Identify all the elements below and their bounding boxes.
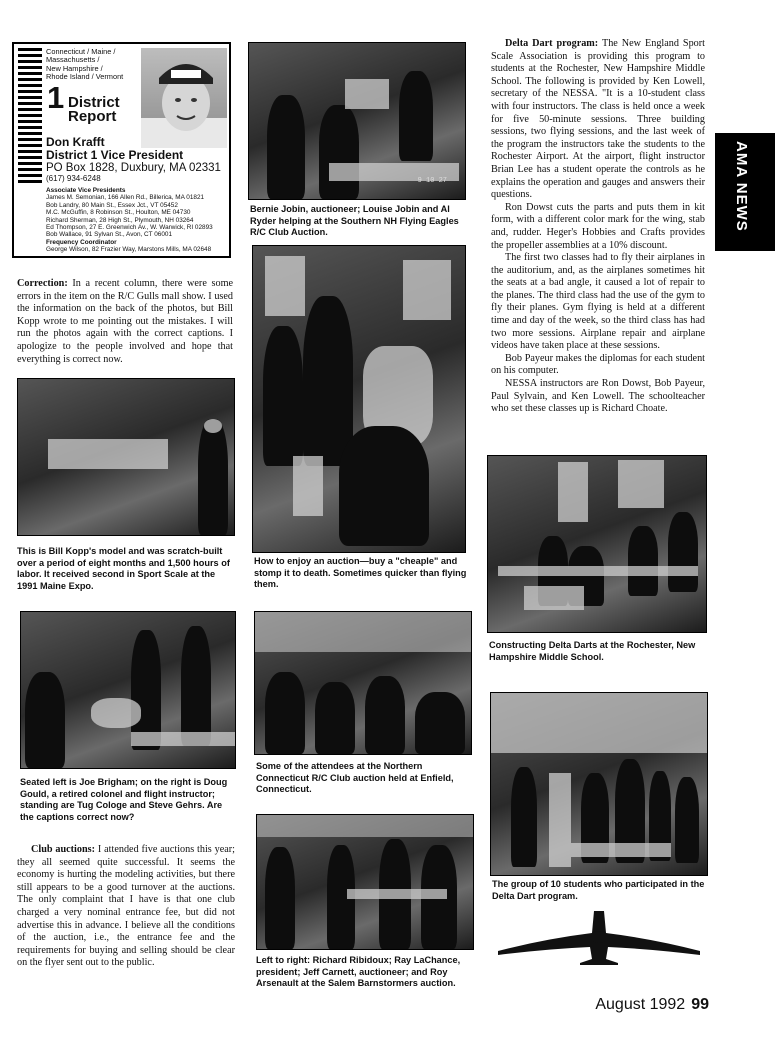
barcode-stripes [18, 48, 42, 184]
photo-jobin-auction [248, 42, 466, 200]
vice-president-portrait [141, 48, 227, 148]
photo-date-stamp: 9 10 27 [417, 177, 447, 185]
caption-jobin: Bernie Jobin, auctioneer; Louise Jobin and Al Ryder helping at the Southern NH Flying Eagles R/C Club Auction. [250, 204, 459, 237]
associate-vps-list: Associate Vice Presidents James M. Semonian, 166 Allen Rd., Billerica, MA 01821 Bob Landry, 80 Main St., Essex Jct., VT 05452 M.C. McGuffin, 8 Robinson St., Houlton, ME 04730 Richard Sherman, 28 High St., Plymouth, NH 03264 Ed Thompson, 27 E. Greenwich Av., W. Warwick, RI 02893 Bob Wallace, 91 Sylvan St., Avon, CT 06001 Frequency Coordinator George Wilson, 82 Frazier Way, Marstons Mills, MA 02648 [46, 187, 213, 254]
caption-enfield: Some of the attendees at the Northern Connecticut R/C Club auction held at Enfield, Connecticut. [256, 761, 454, 794]
photo-kopp-model [17, 378, 235, 536]
photo-enfield-attendees [254, 611, 472, 755]
vp-address: PO Box 1828, Duxbury, MA 02331 [46, 162, 221, 174]
caption-brigham: Seated left is Joe Brigham; on the right is Doug Gould, a retired colonel and flight instructor; standing are Tug Cologe and Steve Gehrs. Are the captions correct now? [20, 777, 228, 822]
page-number: 99 [691, 996, 709, 1013]
photo-constructing-delta-darts [487, 455, 707, 633]
caption-constructing: Constructing Delta Darts at the Rochester, New Hampshire Middle School. [489, 640, 696, 662]
correction-paragraph: Correction: In a recent column, there were some errors in the item on the R/C Gulls mall show. I used the information on the back of the photos, but Bill Kopp wrote to me pointing out the mistakes. I will run the photos again with the correct captions. I apologize to the people involved and hope that everything is correct now. [17, 278, 234, 365]
delta-dart-article: Delta Dart program: The New England Sport Scale Association is providing this program to students at the Rochester, New Hampshire Middle School. The following is provided by Ken Lowell, secretary of the NESSA. "It is a 10-student class with four instructors. The class is held once a week for five 50-minute sessions. Three building sessions, two flying sessions, and the last week of the program the instructors take the students to the Rochester Airport. At the airport, flight instructor Brian Lee has a student operate the controls as he explains the operation and gauges and answers their questions. Ron Dowst cuts the parts and puts them in kit form, with a different color mark for the wing, stab and, rudder. Heger's Hobbies and Crafts provides the propeller assemblies at a 10% discount. The first two classes had to fly their airplanes in the auditorium, and, as the airplanes sometimes hit the seats at a bad angle, it caused a lot of repair to the planes. The third class had the use of the gym to fly their planes. Gym flying is held at a different time and day of the week, so the third class has had two more sessions. Airplane repair and airplane videos have taken place at these sessions. Bob Payeur makes the diplomas for each student on his computer. NESSA instructors are Ron Dowst, Bob Payeur, Paul Sylvain, and Ken Lowell. The schoolteacher who set these classes up is Richard Choate. [491, 38, 705, 415]
caption-kopp-model: This is Bill Kopp's model and was scratch-built over a period of eight months and 1,500 hours of labor. It received second in Sport Scale at the 1991 Maine Expo. [17, 546, 230, 591]
caption-group: The group of 10 students who participated in the Delta Dart program. [492, 879, 705, 901]
district-number: 1 [47, 80, 65, 115]
ama-news-tab: AMA NEWS [715, 133, 775, 251]
photo-salem-barnstormers [256, 814, 474, 950]
states-list: Connecticut / Maine / Massachusetts / New Hampshire / Rhode Island / Vermont [46, 47, 124, 82]
photo-student-group [490, 692, 708, 876]
vp-name: Don Krafft [46, 135, 105, 149]
issue-date: August 1992 [595, 996, 686, 1013]
caption-salem: Left to right: Richard Ribidoux; Ray LaChance, president; Jeff Carnett, auctioneer; and Roy Arsenault at the Salem Barnstormers auction. [256, 955, 461, 988]
vp-title: District 1 Vice President [46, 148, 184, 162]
district-header-box [12, 42, 231, 258]
club-auctions-paragraph: Club auctions: I attended five auctions this year; they all seemed quite successful. It seems the economy is hurting the modeling activities, but there still appears to be a good turnover at the auctions. The only complaint that I have is that one club charged a very nominal entrance fee, but did not advertise this in advance. I believe all the conditions of the auction, i.e., the entrance fee and the requirements for buying and selling should be clear on the flyer sent out to the public. [17, 844, 235, 969]
vp-phone: (617) 934-6248 [46, 174, 101, 183]
caption-cheaple: How to enjoy an auction—buy a "cheaple" and stomp it to death. Sometimes quicker than flying them. [254, 556, 467, 589]
airplane-silhouette-icon [494, 909, 704, 967]
vice-president-name-block [46, 136, 183, 162]
photo-brigham [20, 611, 236, 769]
photo-cheaple-stomp [252, 245, 466, 553]
district-report-label: District Report [68, 94, 120, 125]
page-footer [595, 996, 709, 1014]
